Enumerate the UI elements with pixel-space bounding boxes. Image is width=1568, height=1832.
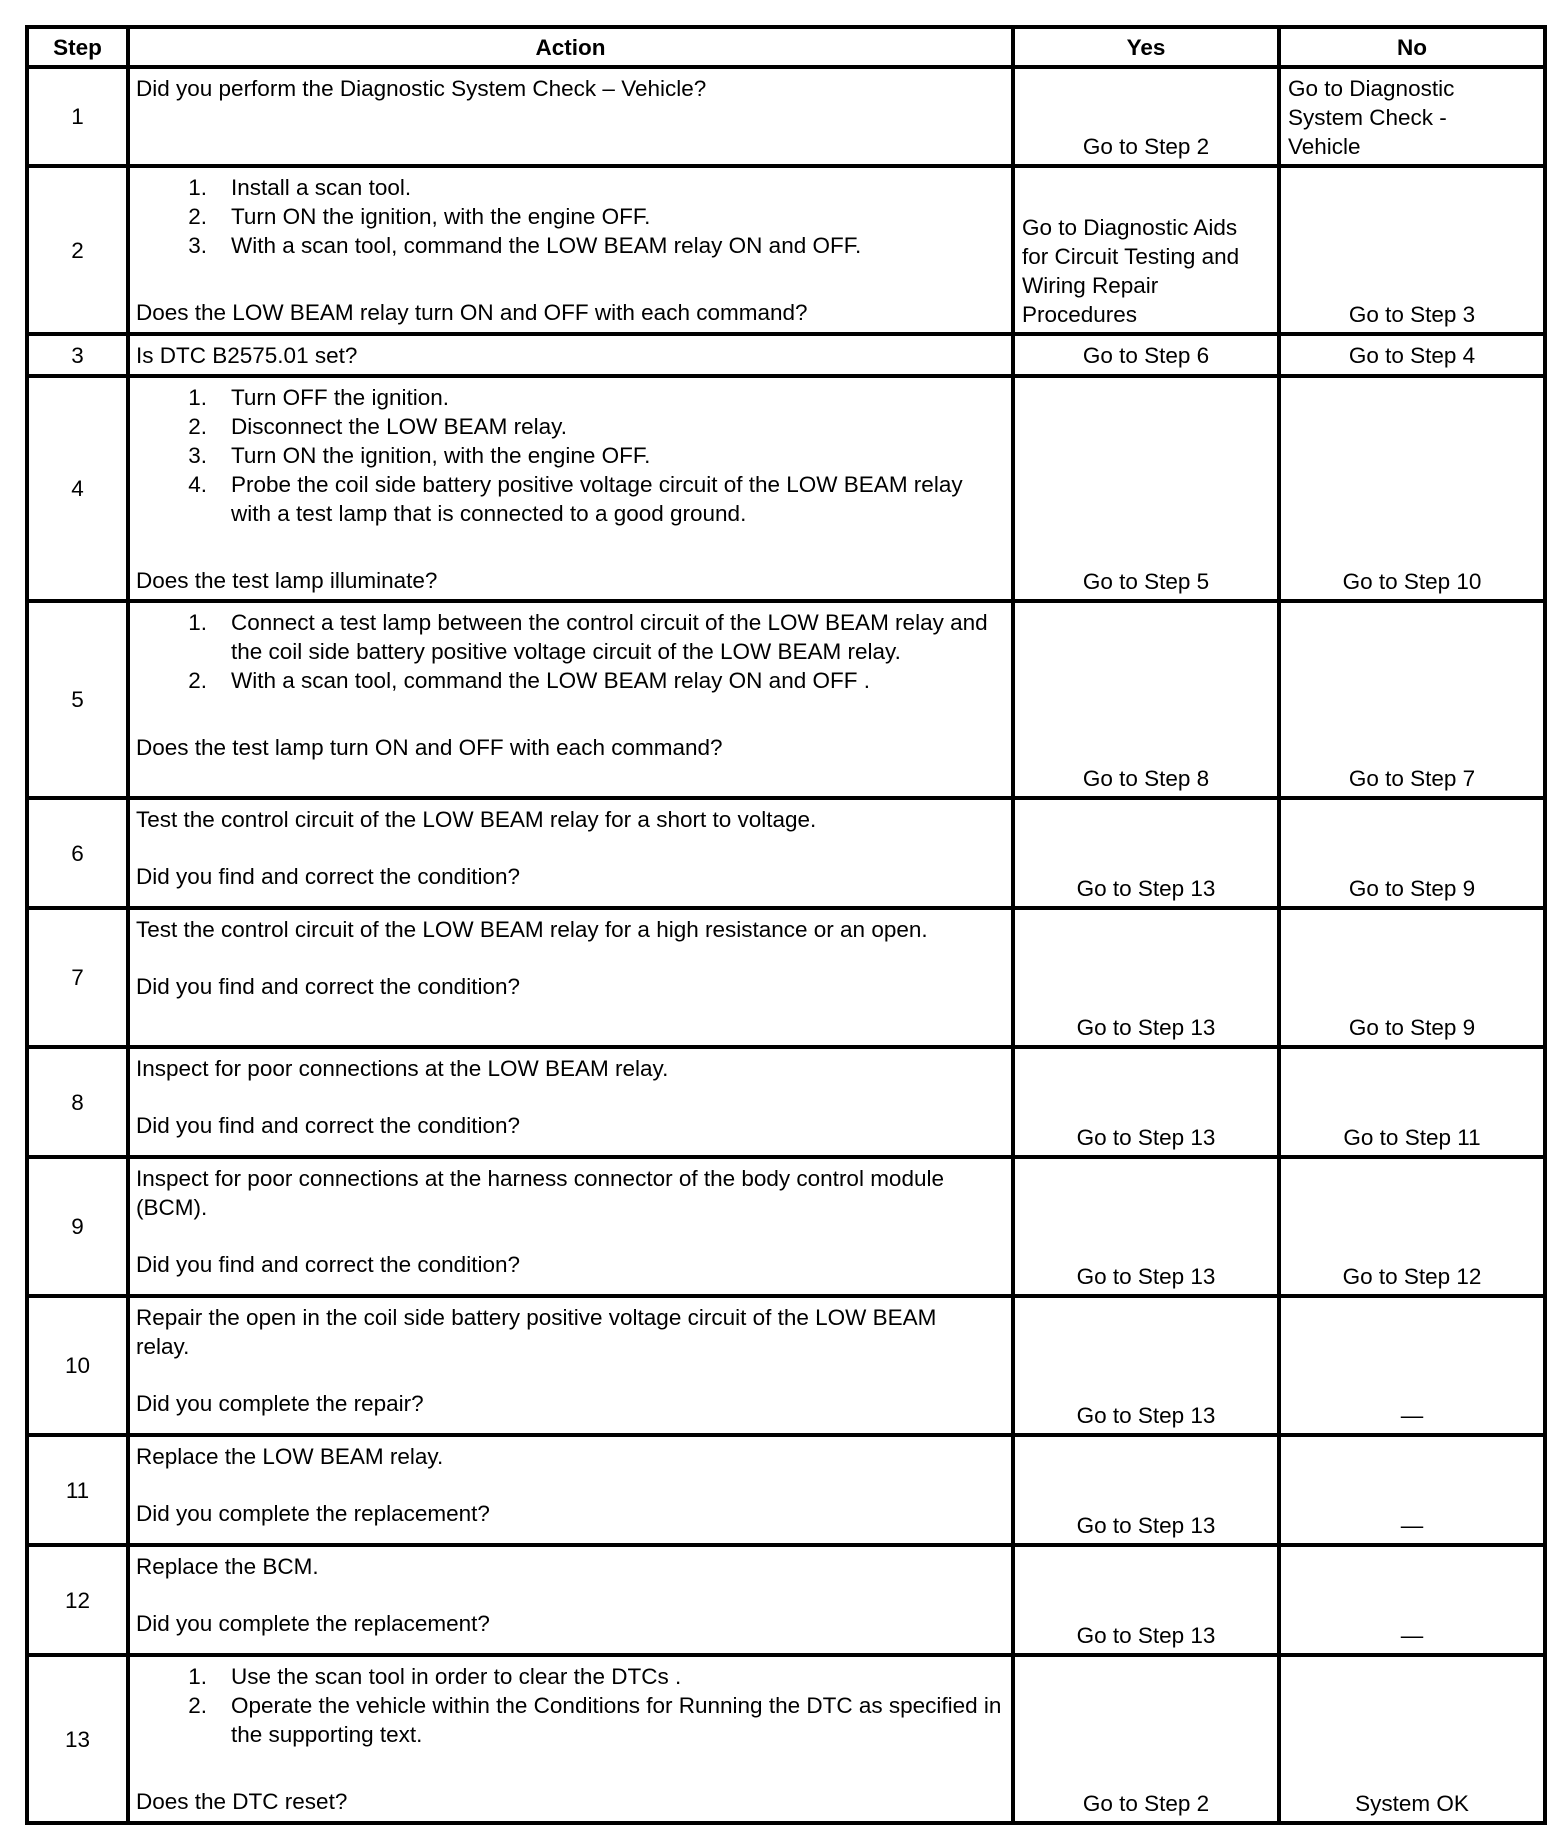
table-row (27, 1435, 1545, 1545)
action-text: Replace the LOW BEAM relay. (136, 1444, 444, 1469)
action-question: Did you complete the repair? (136, 1391, 424, 1416)
yes-cell: Go to Step 2 (1013, 67, 1279, 166)
action-text: Test the control circuit of the LOW BEAM relay for a short to voltage. (136, 807, 817, 832)
step-number: 3 (27, 334, 128, 376)
step-number: 5 (27, 601, 128, 798)
action-steps (136, 608, 1005, 695)
action-text: Inspect for poor connections at the LOW BEAM relay. (136, 1056, 669, 1081)
action-question: Did you complete the replacement? (136, 1501, 490, 1526)
action-question: Does the LOW BEAM relay turn ON and OFF with each command? (136, 300, 808, 325)
no-cell: System OK (1279, 1655, 1545, 1823)
no-cell: Go to Step 7 (1279, 601, 1545, 798)
step-number: 2 (27, 166, 128, 334)
no-cell: Go to Step 4 (1279, 334, 1545, 376)
no-cell: — (1279, 1296, 1545, 1435)
action-cell (128, 1047, 1013, 1157)
step-number: 8 (27, 1047, 128, 1157)
yes-line: Procedures (1022, 302, 1138, 327)
table-row (27, 376, 1545, 601)
yes-cell: Go to Step 6 (1013, 334, 1279, 376)
header-no: No (1279, 27, 1545, 67)
step-number: 4 (27, 376, 128, 601)
no-cell: Go to Step 12 (1279, 1157, 1545, 1296)
yes-line: Go to Diagnostic Aids (1022, 215, 1238, 240)
yes-cell: Go to Step 8 (1013, 601, 1279, 798)
list-item: 3. With a scan tool, command the LOW BEAM relay ON and OFF. (188, 233, 862, 258)
list-item: 2. Disconnect the LOW BEAM relay. (188, 414, 567, 439)
action-text: Is DTC B2575.01 set? (136, 342, 358, 368)
action-steps (136, 383, 1005, 528)
header-yes: Yes (1013, 27, 1279, 67)
yes-cell (1013, 166, 1279, 334)
action-cell (128, 376, 1013, 601)
table-row (27, 1296, 1545, 1435)
list-item: 1. Turn OFF the ignition. (188, 385, 450, 410)
action-text: Replace the BCM. (136, 1554, 319, 1579)
yes-line: Wiring Repair (1022, 273, 1159, 298)
table-row (27, 1157, 1545, 1296)
no-line: Vehicle (1288, 134, 1361, 159)
action-question: Did you find and correct the condition? (136, 974, 520, 999)
yes-cell: Go to Step 13 (1013, 1435, 1279, 1545)
yes-line: for Circuit Testing and (1022, 244, 1240, 269)
action-cell (128, 166, 1013, 334)
action-question: Did you find and correct the condition? (136, 864, 520, 889)
yes-cell: Go to Step 13 (1013, 1047, 1279, 1157)
yes-cell: Go to Step 5 (1013, 376, 1279, 601)
table-row (27, 1655, 1545, 1823)
table-row (27, 601, 1545, 798)
list-item: 1. Use the scan tool in order to clear the DTCs . (188, 1664, 682, 1689)
no-cell: Go to Step 10 (1279, 376, 1545, 601)
action-cell (128, 1296, 1013, 1435)
yes-cell: Go to Step 13 (1013, 1157, 1279, 1296)
no-cell: Go to Step 9 (1279, 908, 1545, 1047)
action-question: Did you find and correct the condition? (136, 1113, 520, 1138)
header-action: Action (128, 27, 1013, 67)
action-question: Did you complete the replacement? (136, 1611, 490, 1636)
no-cell: Go to Step 11 (1279, 1047, 1545, 1157)
table-row (27, 67, 1545, 166)
list-item: 1. Connect a test lamp between the control circuit of the LOW BEAM relay and the coil side battery positive voltage circuit of the LOW BEAM relay. (188, 610, 988, 664)
action-cell (128, 1157, 1013, 1296)
no-line: System Check - (1288, 105, 1447, 130)
yes-cell: Go to Step 13 (1013, 908, 1279, 1047)
no-line: Go to Diagnostic (1288, 76, 1455, 101)
list-item: 3. Turn ON the ignition, with the engine OFF. (188, 443, 651, 468)
action-text: Did you perform the Diagnostic System Check – Vehicle? (136, 76, 707, 101)
table-row (27, 908, 1545, 1047)
list-item: 4. Probe the coil side battery positive voltage circuit of the LOW BEAM relay with a test lamp that is connected to a good ground. (188, 472, 963, 526)
table-row (27, 1047, 1545, 1157)
no-cell: Go to Step 3 (1279, 166, 1545, 334)
action-steps (136, 1662, 1005, 1749)
step-number: 11 (27, 1435, 128, 1545)
step-number: 7 (27, 908, 128, 1047)
table-row (27, 166, 1545, 334)
action-cell (128, 798, 1013, 908)
action-question: Does the test lamp illuminate? (136, 568, 438, 593)
list-item: 2. Turn ON the ignition, with the engine OFF. (188, 204, 651, 229)
step-number: 9 (27, 1157, 128, 1296)
step-number: 10 (27, 1296, 128, 1435)
list-item: 1. Install a scan tool. (188, 175, 412, 200)
yes-cell: Go to Step 2 (1013, 1655, 1279, 1823)
action-cell (128, 334, 1013, 376)
no-cell: — (1279, 1435, 1545, 1545)
header-step: Step (27, 27, 128, 67)
step-number: 12 (27, 1545, 128, 1655)
action-text: Repair the open in the coil side battery positive voltage circuit of the LOW BEAM relay. (136, 1305, 937, 1359)
yes-cell: Go to Step 13 (1013, 798, 1279, 908)
action-text: Inspect for poor connections at the harness connector of the body control module (BCM). (136, 1166, 944, 1220)
action-question: Does the test lamp turn ON and OFF with each command? (136, 735, 723, 760)
no-cell: — (1279, 1545, 1545, 1655)
yes-cell: Go to Step 13 (1013, 1296, 1279, 1435)
step-number: 13 (27, 1655, 128, 1823)
header-row (27, 27, 1545, 67)
no-cell (1279, 67, 1545, 166)
action-text: Test the control circuit of the LOW BEAM relay for a high resistance or an open. (136, 917, 928, 942)
action-question: Did you find and correct the condition? (136, 1252, 520, 1277)
action-cell (128, 67, 1013, 166)
action-cell (128, 601, 1013, 798)
table-row (27, 1545, 1545, 1655)
yes-cell: Go to Step 13 (1013, 1545, 1279, 1655)
table-row (27, 334, 1545, 376)
table-row (27, 798, 1545, 908)
action-cell (128, 1655, 1013, 1823)
diagnostic-table (25, 25, 1547, 1825)
no-cell: Go to Step 9 (1279, 798, 1545, 908)
step-number: 1 (27, 67, 128, 166)
action-cell (128, 908, 1013, 1047)
action-steps (136, 173, 1005, 260)
step-number: 6 (27, 798, 128, 908)
list-item: 2. Operate the vehicle within the Conditions for Running the DTC as specified in the supporting text. (188, 1693, 1002, 1747)
list-item: 2. With a scan tool, command the LOW BEAM relay ON and OFF . (188, 668, 870, 693)
action-cell (128, 1435, 1013, 1545)
action-question: Does the DTC reset? (136, 1789, 348, 1814)
action-cell (128, 1545, 1013, 1655)
